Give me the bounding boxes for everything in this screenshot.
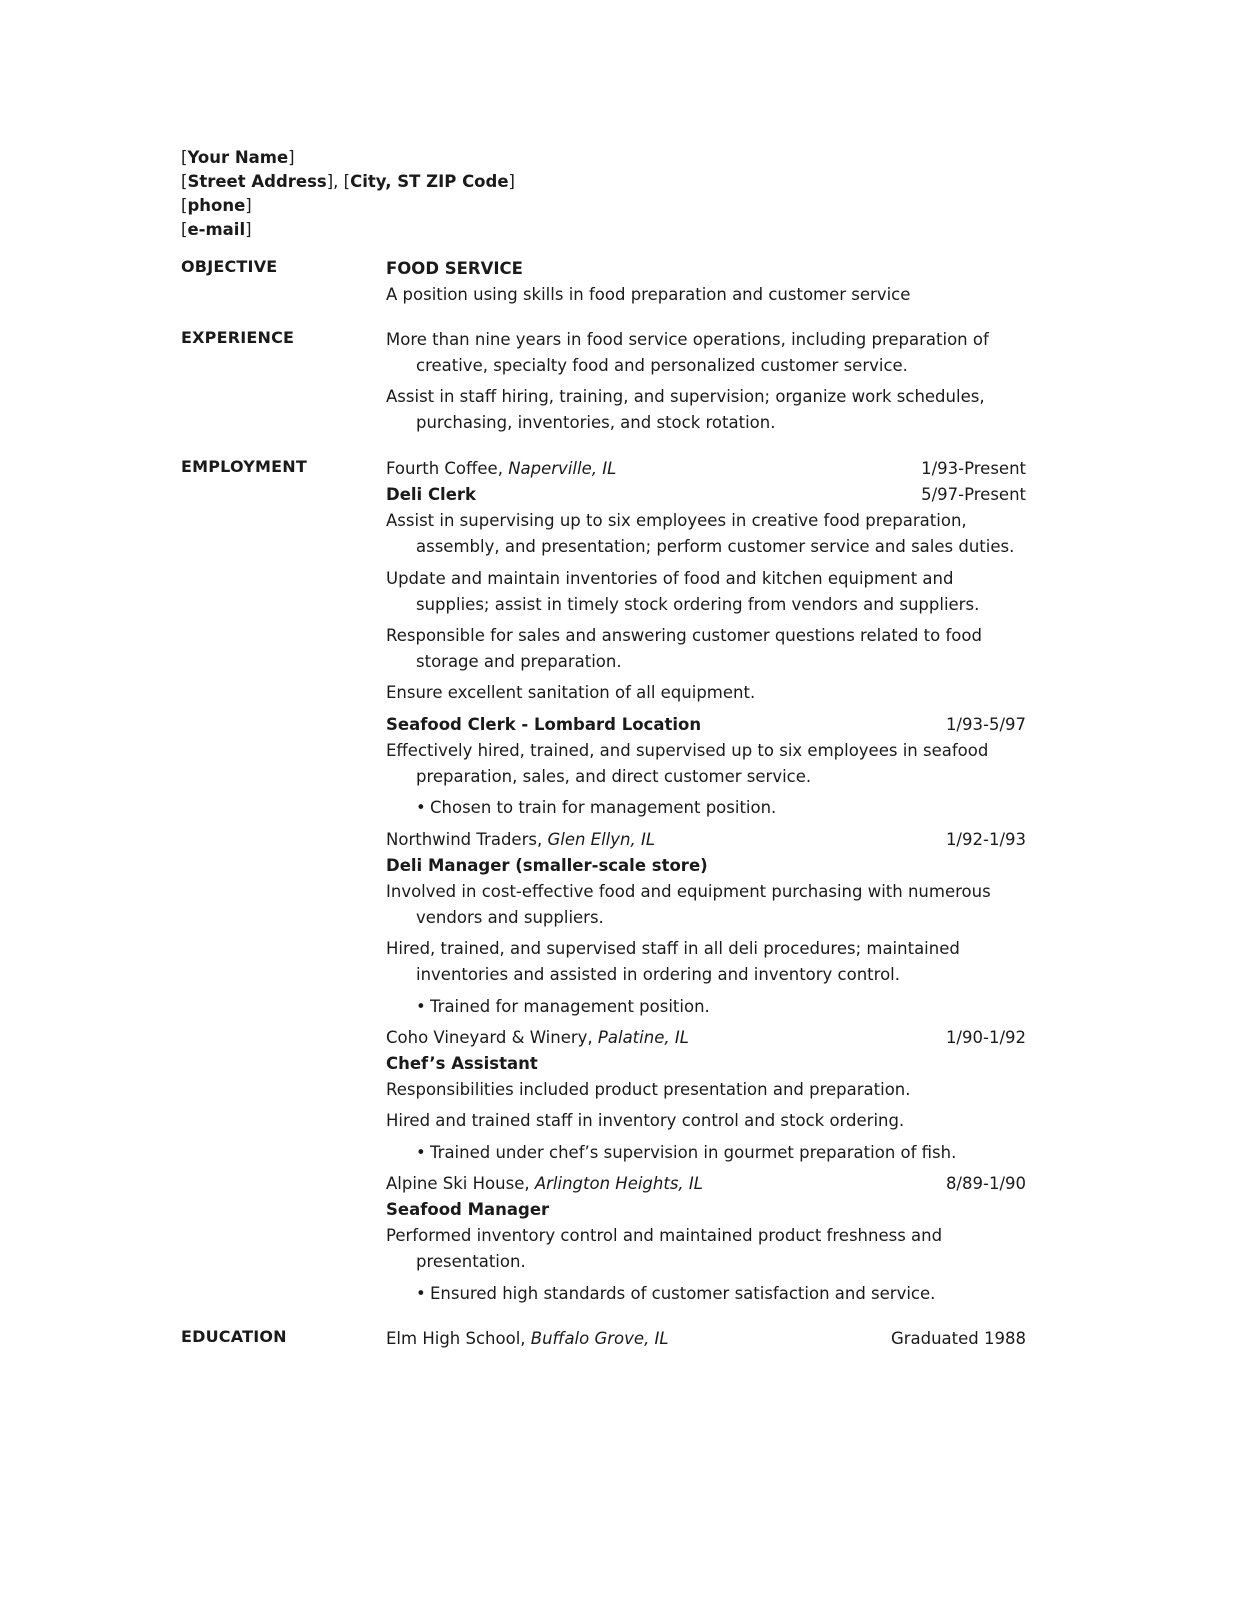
address-line: [Street Address], [City, ST ZIP Code] [181,172,515,191]
role-title: Seafood Clerk - Lombard Location [386,715,702,734]
job-dates: 8/89-1/90 [945,1174,1026,1193]
job-fourth-coffee [386,456,1026,482]
bullet-icon: • [416,798,426,817]
company-name: Fourth Coffee, [386,459,509,478]
role-dates: 1/93-5/97 [945,715,1026,734]
role-title: Deli Clerk [386,485,477,504]
company-location: Arlington Heights, IL [534,1174,703,1193]
experience-item: More than nine years in food service operations, including preparation of creative, specialty food and personalized customer service. [386,330,989,375]
role-dates: 5/97-Present [921,485,1026,504]
employment-section [386,456,1026,1307]
company-name: Coho Vineyard & Winery, [386,1028,598,1047]
experience-section [386,327,1026,436]
achievement-bullet: • Trained for management position. [386,994,1026,1020]
duty-item: Hired and trained staff in inventory control and stock ordering. [386,1111,905,1130]
role-title: Chef’s Assistant [386,1054,538,1073]
duty-item: Responsibilities included product presentation and preparation. [386,1080,911,1099]
contact-header [181,146,515,242]
company-location: Naperville, IL [508,459,617,478]
duty-item: Update and maintain inventories of food and kitchen equipment and supplies; assist in timely stock ordering from vendors and suppliers. [386,569,980,614]
duty-item: Ensure excellent sanitation of all equipment. [386,683,756,702]
experience-item: Assist in staff hiring, training, and supervision; organize work schedules, purchasing, inventories, and stock rotation. [386,387,985,432]
bullet-icon: • [416,1284,426,1303]
objective-title: FOOD SERVICE [386,259,523,278]
achievement-bullet: • Ensured high standards of customer satisfaction and service. [386,1281,1026,1307]
role-title: Deli Manager (smaller-scale store) [386,856,708,875]
name-line: [Your Name] [181,148,295,167]
company-name: Northwind Traders, [386,830,548,849]
contact-email: e-mail [187,220,246,239]
contact-phone: phone [187,196,246,215]
phone-line: [phone] [181,196,252,215]
school-location: Buffalo Grove, IL [530,1329,669,1348]
duty-item: Performed inventory control and maintained product freshness and presentation. [386,1226,943,1271]
job-dates: 1/93-Present [921,459,1026,478]
objective-text: A position using skills in food preparation and customer service [386,285,911,304]
contact-street: Street Address [187,172,327,191]
section-label-employment: EMPLOYMENT [181,457,307,476]
contact-city: City, ST ZIP Code [350,172,509,191]
duty-item: Responsible for sales and answering customer questions related to food storage and preparation. [386,626,982,671]
bullet-icon: • [416,997,426,1016]
section-label-education: EDUCATION [181,1327,287,1346]
job-northwind [386,827,1026,853]
duty-item: Effectively hired, trained, and supervised up to six employees in seafood preparation, sales, and direct customer service. [386,741,989,786]
job-alpine [386,1171,1026,1197]
school-name: Elm High School, [386,1329,531,1348]
company-location: Palatine, IL [597,1028,689,1047]
role-seafood-clerk [386,712,1026,738]
job-dates: 1/92-1/93 [945,830,1026,849]
section-label-objective: OBJECTIVE [181,257,278,276]
company-name: Alpine Ski House, [386,1174,535,1193]
role-deli-clerk [386,482,1026,508]
achievement-bullet: • Trained under chef’s supervision in gourmet preparation of fish. [386,1140,1026,1166]
role-title: Seafood Manager [386,1200,550,1219]
education-section [386,1326,1026,1352]
job-coho [386,1025,1026,1051]
job-dates: 1/90-1/92 [945,1028,1026,1047]
section-label-experience: EXPERIENCE [181,328,295,347]
contact-name: Your Name [187,148,289,167]
duty-item: Assist in supervising up to six employees in creative food preparation, assembly, and presentation; perform customer service and sales duties. [386,511,1015,556]
education-entry [386,1326,1026,1352]
bullet-icon: • [416,1143,426,1162]
duty-item: Hired, trained, and supervised staff in all deli procedures; maintained inventories and assisted in ordering and inventory control. [386,939,960,984]
achievement-bullet: • Chosen to train for management position. [386,795,1026,821]
graduation-note: Graduated 1988 [890,1329,1026,1348]
duty-item: Involved in cost-effective food and equipment purchasing with numerous vendors and suppliers. [386,882,991,927]
company-location: Glen Ellyn, IL [547,830,656,849]
email-line: [e-mail] [181,220,252,239]
objective-section [386,256,1026,308]
